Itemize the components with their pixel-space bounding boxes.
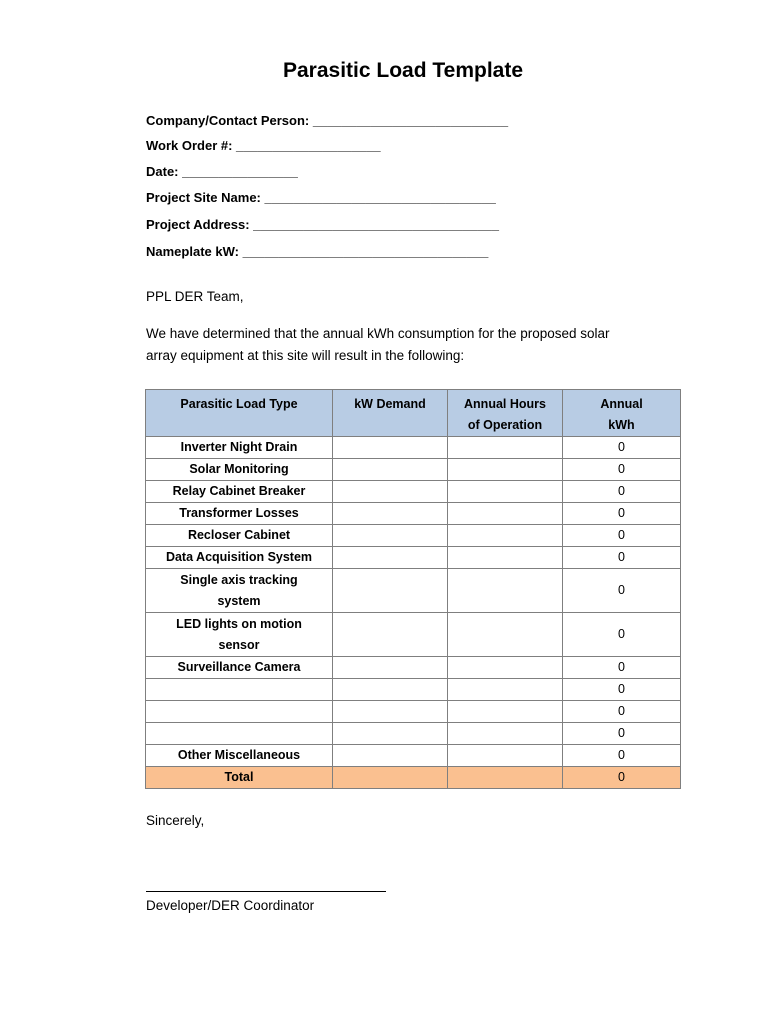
annual-kwh-cell: 0 bbox=[563, 569, 681, 613]
table-row bbox=[146, 481, 681, 503]
total-row bbox=[146, 767, 681, 789]
load-type-cell: Single axis tracking system bbox=[146, 569, 333, 613]
load-type-cell: Transformer Losses bbox=[146, 503, 333, 525]
work-order-field: Work Order #: ____________________ bbox=[146, 138, 381, 153]
table-row bbox=[146, 657, 681, 679]
annual-hours-cell[interactable] bbox=[448, 547, 563, 569]
table-row bbox=[146, 701, 681, 723]
annual-kwh-cell: 0 bbox=[563, 481, 681, 503]
kw-demand-cell[interactable] bbox=[333, 437, 448, 459]
annual-hours-cell[interactable] bbox=[448, 657, 563, 679]
annual-kwh-cell: 0 bbox=[563, 745, 681, 767]
kw-demand-cell[interactable] bbox=[333, 481, 448, 503]
annual-hours-cell[interactable] bbox=[448, 613, 563, 657]
table-row bbox=[146, 437, 681, 459]
date-field: Date: ________________ bbox=[146, 164, 298, 179]
kw-demand-cell[interactable] bbox=[333, 745, 448, 767]
parasitic-load-table bbox=[145, 389, 681, 789]
annual-hours-cell[interactable] bbox=[448, 745, 563, 767]
closing: Sincerely, bbox=[146, 813, 205, 828]
annual-hours-cell[interactable] bbox=[448, 679, 563, 701]
table-row bbox=[146, 679, 681, 701]
annual-kwh-cell: 0 bbox=[563, 613, 681, 657]
company-contact-field: Company/Contact Person: ___________________________ bbox=[146, 113, 509, 128]
annual-kwh-cell: 0 bbox=[563, 657, 681, 679]
kw-demand-cell[interactable] bbox=[333, 503, 448, 525]
kw-demand-cell[interactable] bbox=[333, 701, 448, 723]
annual-kwh-cell: 0 bbox=[563, 723, 681, 745]
table-row bbox=[146, 503, 681, 525]
load-type-cell: Solar Monitoring bbox=[146, 459, 333, 481]
annual-kwh-cell: 0 bbox=[563, 437, 681, 459]
table-row bbox=[146, 613, 681, 657]
total-annual-kwh: 0 bbox=[563, 767, 681, 789]
nameplate-kw-field: Nameplate kW: __________________________________ bbox=[146, 244, 489, 259]
intro-line-1: We have determined that the annual kWh consumption for the proposed solar bbox=[146, 326, 610, 341]
table-row bbox=[146, 569, 681, 613]
annual-hours-cell[interactable] bbox=[448, 525, 563, 547]
kw-demand-cell[interactable] bbox=[333, 569, 448, 613]
kw-demand-cell[interactable] bbox=[333, 459, 448, 481]
total-kw-demand-cell bbox=[333, 767, 448, 789]
annual-kwh-cell: 0 bbox=[563, 525, 681, 547]
kw-demand-cell[interactable] bbox=[333, 547, 448, 569]
signature-label: Developer/DER Coordinator bbox=[146, 898, 315, 913]
annual-kwh-cell: 0 bbox=[563, 679, 681, 701]
total-label: Total bbox=[146, 767, 333, 789]
load-type-cell[interactable] bbox=[146, 701, 333, 723]
load-type-cell: Inverter Night Drain bbox=[146, 437, 333, 459]
intro-line-2: array equipment at this site will result in the following: bbox=[146, 348, 465, 363]
header-load-type: Parasitic Load Type bbox=[146, 390, 333, 437]
load-type-cell: Data Acquisition System bbox=[146, 547, 333, 569]
kw-demand-cell[interactable] bbox=[333, 723, 448, 745]
annual-hours-cell[interactable] bbox=[448, 701, 563, 723]
table-row bbox=[146, 723, 681, 745]
kw-demand-cell[interactable] bbox=[333, 525, 448, 547]
annual-kwh-cell: 0 bbox=[563, 459, 681, 481]
table-row bbox=[146, 745, 681, 767]
kw-demand-cell[interactable] bbox=[333, 679, 448, 701]
greeting: PPL DER Team, bbox=[146, 289, 244, 304]
table-row bbox=[146, 459, 681, 481]
load-type-cell[interactable] bbox=[146, 679, 333, 701]
annual-hours-cell[interactable] bbox=[448, 503, 563, 525]
header-kw-demand: kW Demand bbox=[333, 390, 448, 437]
kw-demand-cell[interactable] bbox=[333, 657, 448, 679]
annual-kwh-cell: 0 bbox=[563, 547, 681, 569]
annual-kwh-cell: 0 bbox=[563, 503, 681, 525]
load-type-cell[interactable] bbox=[146, 723, 333, 745]
load-type-cell: Recloser Cabinet bbox=[146, 525, 333, 547]
table-header-row bbox=[146, 390, 681, 437]
project-site-name-field: Project Site Name: ________________________________ bbox=[146, 190, 496, 205]
annual-kwh-cell: 0 bbox=[563, 701, 681, 723]
load-type-cell: LED lights on motion sensor bbox=[146, 613, 333, 657]
annual-hours-cell[interactable] bbox=[448, 569, 563, 613]
annual-hours-cell[interactable] bbox=[448, 723, 563, 745]
load-type-cell: Relay Cabinet Breaker bbox=[146, 481, 333, 503]
annual-hours-cell[interactable] bbox=[448, 481, 563, 503]
kw-demand-cell[interactable] bbox=[333, 613, 448, 657]
document-title: Parasitic Load Template bbox=[282, 59, 524, 82]
table-row bbox=[146, 547, 681, 569]
total-annual-hours-cell bbox=[448, 767, 563, 789]
annual-hours-cell[interactable] bbox=[448, 437, 563, 459]
load-type-cell: Surveillance Camera bbox=[146, 657, 333, 679]
header-annual-kwh: Annual kWh bbox=[563, 390, 681, 437]
load-type-cell: Other Miscellaneous bbox=[146, 745, 333, 767]
project-address-field: Project Address: __________________________________ bbox=[146, 217, 499, 232]
signature-line bbox=[146, 891, 386, 892]
table-row bbox=[146, 525, 681, 547]
header-annual-hours: Annual Hours of Operation bbox=[448, 390, 563, 437]
annual-hours-cell[interactable] bbox=[448, 459, 563, 481]
